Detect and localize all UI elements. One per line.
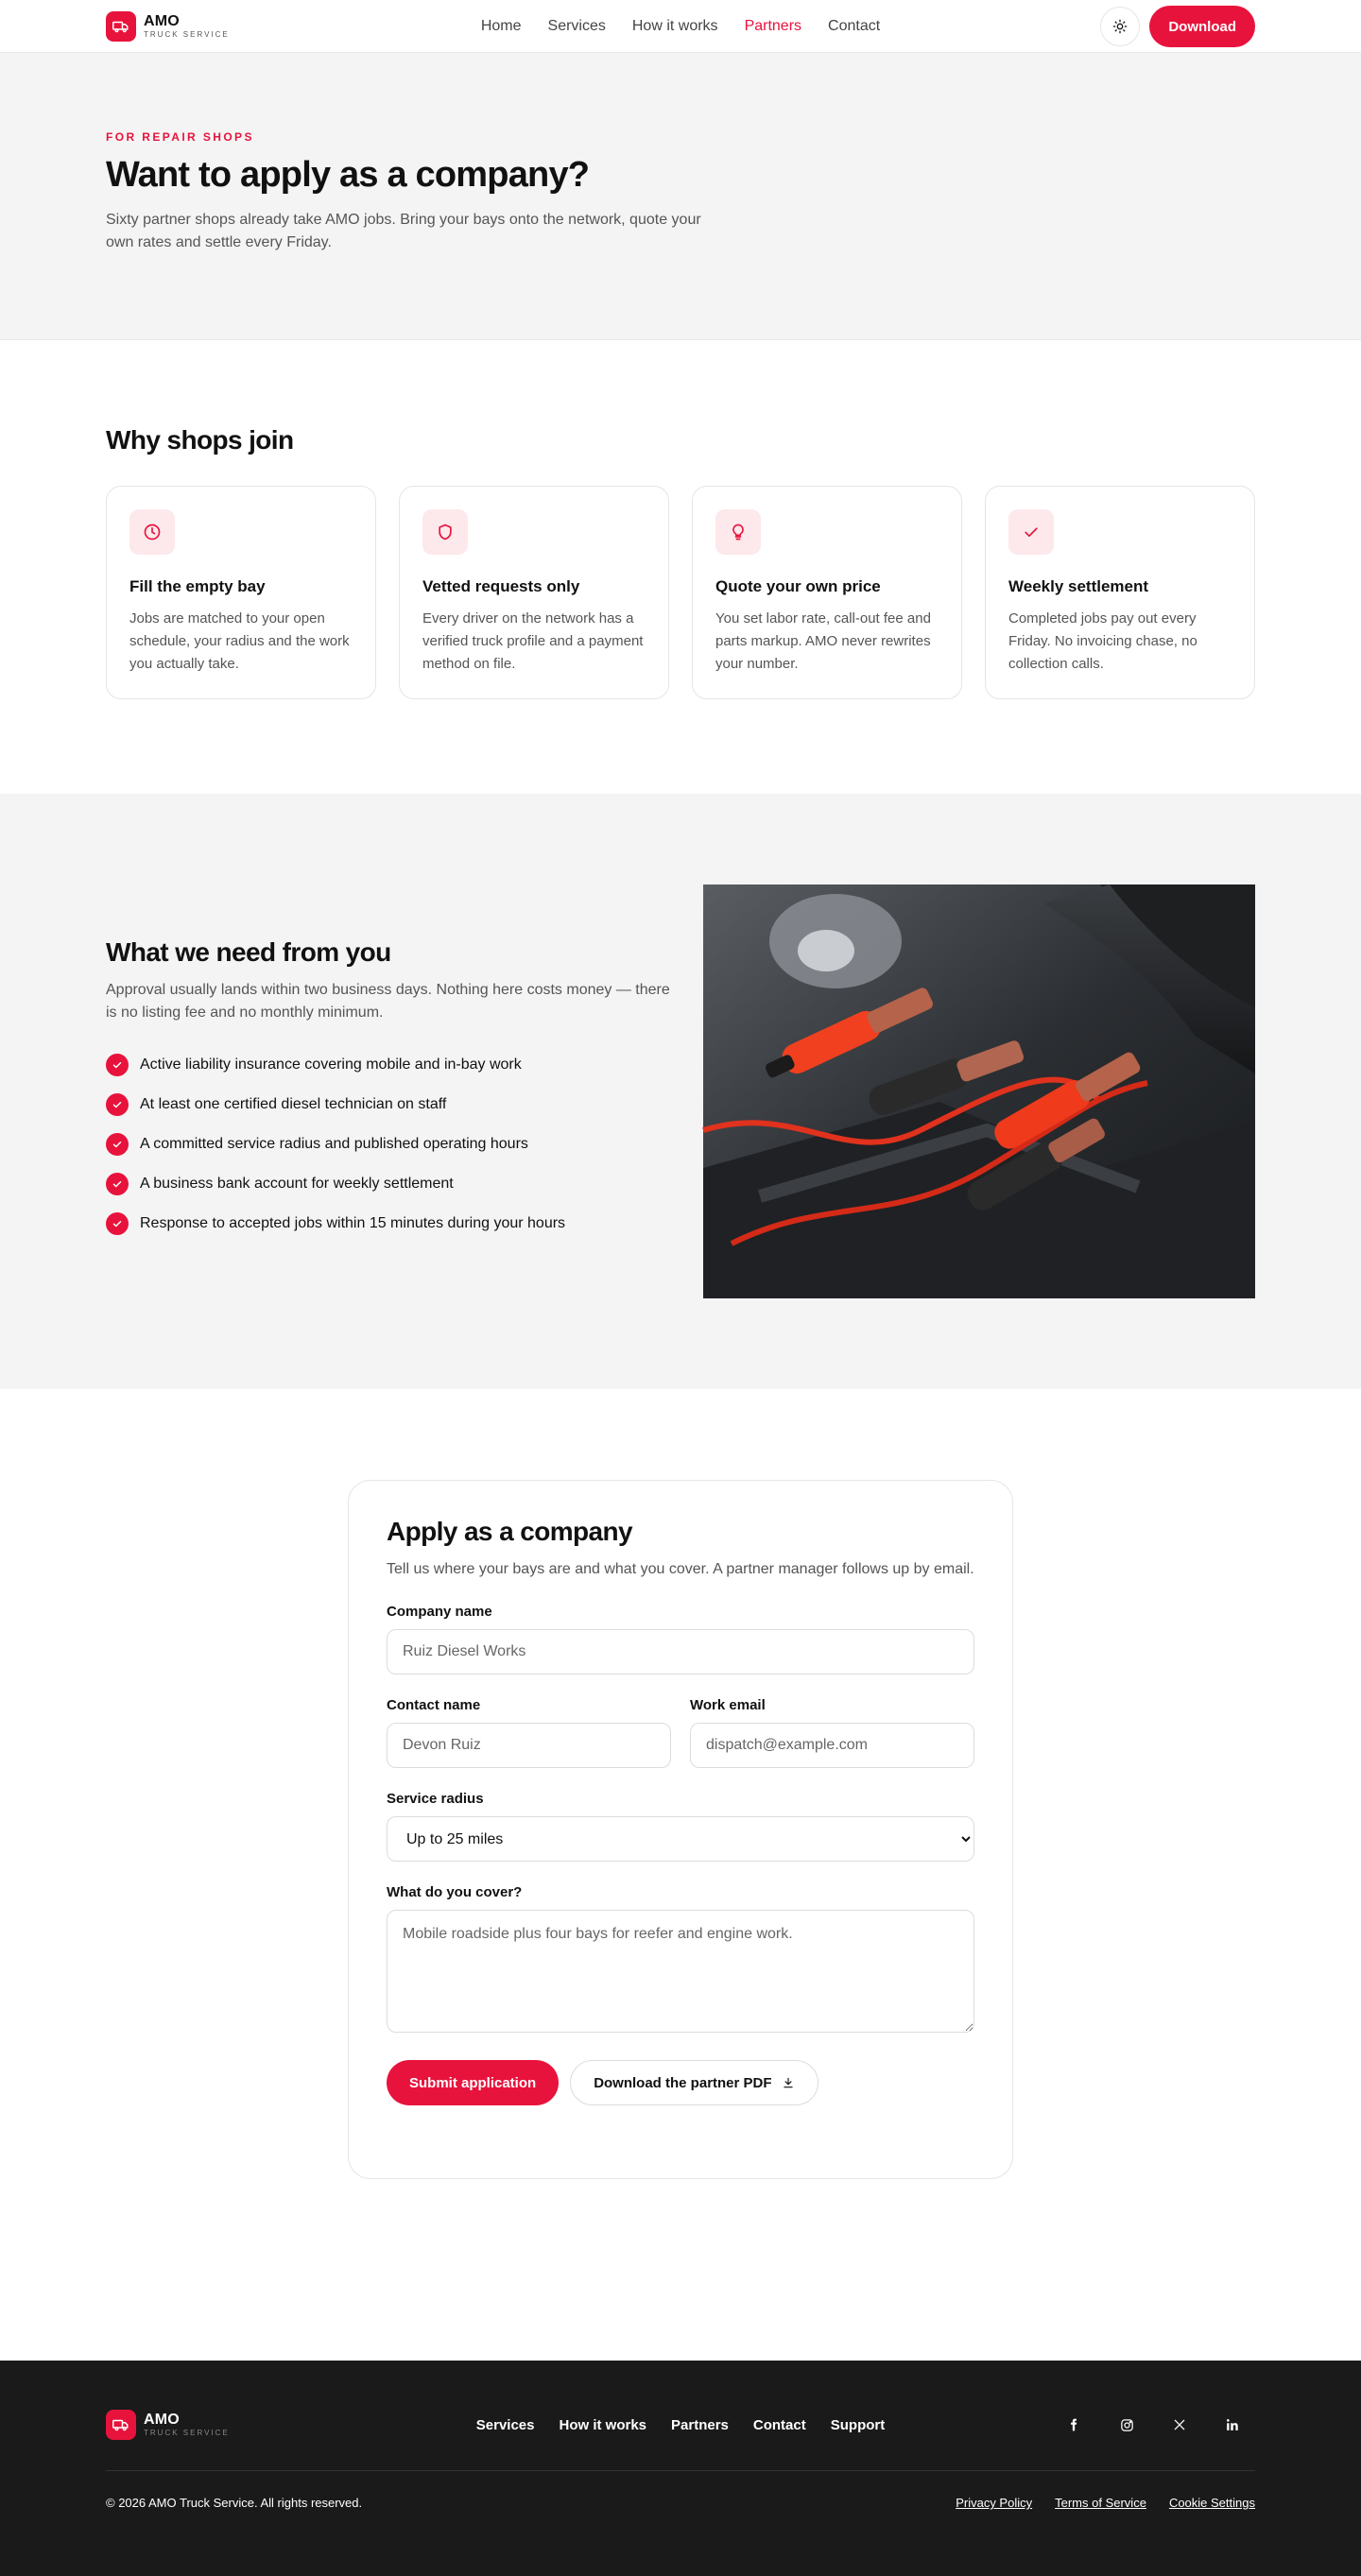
check-icon	[1008, 509, 1054, 555]
footer-nav	[476, 2417, 885, 2433]
list-item	[106, 1085, 673, 1125]
jumper-cables-photo	[703, 884, 1255, 1298]
list-item	[106, 1045, 673, 1085]
page-title: Want to apply as a company?	[106, 155, 590, 195]
linkedin-icon[interactable]	[1210, 2402, 1255, 2447]
footer-brand-tagline: TRUCK SERVICE	[144, 2429, 230, 2437]
download-pdf-button[interactable]	[570, 2060, 818, 2105]
hero-eyebrow: FOR REPAIR SHOPS	[106, 130, 254, 144]
download-icon	[782, 2076, 795, 2089]
lightbulb-icon	[715, 509, 761, 555]
benefit-title: Weekly settlement	[1008, 577, 1149, 595]
sun-icon	[1112, 19, 1128, 34]
requirements-section	[0, 794, 1361, 1389]
download-button[interactable]: Download	[1149, 6, 1255, 47]
form-title: Apply as a company	[387, 1517, 632, 1546]
nav-link-home[interactable]: Home	[480, 18, 522, 34]
requirements-lead: Approval usually lands within two business days. Nothing here costs money — there is no listing fee and no monthly minimum.	[106, 982, 670, 1021]
benefit-body: Completed jobs pay out every Friday. No invoicing chase, no collection calls.	[1008, 610, 1197, 672]
x-icon[interactable]	[1157, 2402, 1202, 2447]
footer-link-how-it-works[interactable]: How it works	[559, 2416, 647, 2433]
requirements-list	[106, 1045, 673, 1244]
footer-brand-name: AMO	[144, 2412, 180, 2428]
cookie-settings-link[interactable]: Cookie Settings	[1168, 2496, 1255, 2510]
footer-link-support[interactable]: Support	[830, 2416, 886, 2433]
checkmark-icon	[106, 1173, 129, 1195]
submit-application-button[interactable]: Submit application	[387, 2060, 559, 2105]
terms-of-service-link[interactable]: Terms of Service	[1055, 2496, 1146, 2510]
coverage-label: What do you cover?	[387, 1884, 523, 1900]
download-pdf-label: Download the partner PDF	[594, 2074, 772, 2091]
checkmark-icon	[106, 1133, 129, 1156]
form-description: Tell us where your bays are and what you cover. A partner manager follows up by email.	[387, 1561, 974, 1577]
facebook-icon[interactable]	[1051, 2402, 1096, 2447]
company-name-label: Company name	[387, 1604, 492, 1620]
benefit-card	[985, 486, 1255, 699]
footer-brand-logo[interactable]	[106, 2410, 230, 2440]
requirement-text: Active liability insurance covering mobile and in-bay work	[140, 1056, 522, 1073]
benefit-title: Quote your own price	[715, 577, 881, 595]
privacy-policy-link[interactable]: Privacy Policy	[956, 2496, 1033, 2510]
requirement-text: At least one certified diesel technician on staff	[140, 1096, 447, 1112]
list-item	[106, 1204, 673, 1244]
nav-link-services[interactable]: Services	[547, 18, 606, 34]
hero-description: Sixty partner shops already take AMO jobs. Bring your bays onto the network, quote your own rates and settle every Friday.	[106, 212, 701, 250]
requirements-title: What we need from you	[106, 937, 391, 967]
main-nav	[481, 18, 880, 35]
service-radius-label: Service radius	[387, 1791, 484, 1807]
list-item	[106, 1125, 673, 1164]
benefit-title: Fill the empty bay	[129, 577, 266, 595]
application-form	[348, 1480, 1013, 2179]
benefit-body: Every driver on the network has a verified truck profile and a payment method on file.	[422, 610, 644, 672]
site-footer	[0, 2361, 1361, 2576]
apply-section	[0, 1480, 1361, 2361]
clock-icon	[129, 509, 175, 555]
footer-divider	[106, 2470, 1255, 2471]
nav-link-how-it-works[interactable]: How it works	[631, 18, 718, 34]
benefit-card	[106, 486, 376, 699]
instagram-icon[interactable]	[1104, 2402, 1149, 2447]
checkmark-icon	[106, 1054, 129, 1076]
footer-link-services[interactable]: Services	[475, 2416, 535, 2433]
benefit-title: Vetted requests only	[422, 577, 580, 595]
theme-toggle-button[interactable]	[1100, 7, 1140, 46]
brand-name: AMO	[144, 13, 180, 29]
truck-icon	[106, 11, 136, 42]
requirement-text: A committed service radius and published operating hours	[140, 1136, 528, 1152]
brand-tagline: TRUCK SERVICE	[144, 30, 230, 39]
work-email-input[interactable]	[690, 1723, 974, 1768]
requirement-text: Response to accepted jobs within 15 minutes during your hours	[140, 1215, 566, 1231]
hero-section	[0, 53, 1361, 340]
company-name-input[interactable]	[387, 1629, 974, 1674]
nav-link-contact[interactable]: Contact	[828, 18, 881, 34]
checkmark-icon	[106, 1093, 129, 1116]
benefit-card	[692, 486, 962, 699]
footer-link-partners[interactable]: Partners	[671, 2416, 729, 2433]
contact-name-input[interactable]	[387, 1723, 671, 1768]
list-item	[106, 1164, 673, 1204]
footer-link-contact[interactable]: Contact	[752, 2416, 806, 2433]
nav-link-partners[interactable]: Partners	[744, 18, 802, 34]
brand-logo[interactable]	[106, 11, 230, 42]
benefit-body: Jobs are matched to your open schedule, your radius and the work you actually take.	[129, 610, 350, 672]
checkmark-icon	[106, 1212, 129, 1235]
benefit-card	[399, 486, 669, 699]
why-title: Why shops join	[106, 425, 294, 455]
copyright-text: © 2026 AMO Truck Service. All rights reserved.	[106, 2496, 363, 2510]
work-email-label: Work email	[690, 1697, 766, 1713]
top-nav	[0, 0, 1361, 53]
truck-icon	[106, 2410, 136, 2440]
shield-icon	[422, 509, 468, 555]
coverage-textarea[interactable]	[387, 1910, 974, 2033]
requirement-text: A business bank account for weekly settlement	[140, 1176, 454, 1192]
why-section	[0, 340, 1361, 794]
contact-name-label: Contact name	[387, 1697, 481, 1713]
benefit-body: You set labor rate, call-out fee and parts markup. AMO never rewrites your number.	[715, 610, 931, 672]
service-radius-select[interactable]	[387, 1816, 974, 1862]
